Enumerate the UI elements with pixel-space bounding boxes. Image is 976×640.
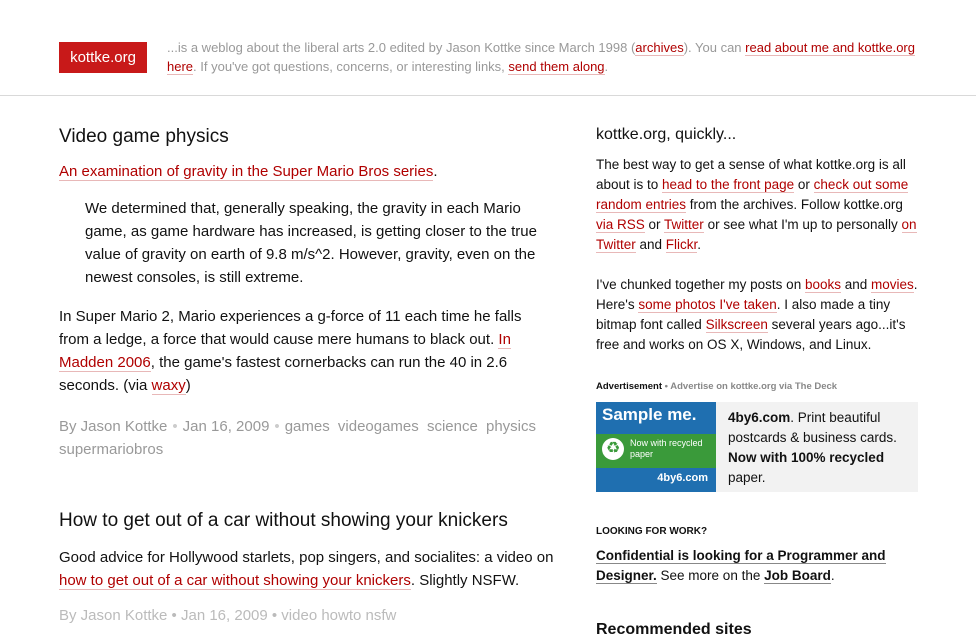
post-title[interactable]: Video game physics xyxy=(59,126,229,147)
sidebar-text: several years ago...it's free and works on OS X, Windows, and Linux. xyxy=(596,317,906,352)
books-link[interactable]: books xyxy=(804,277,841,292)
tagline-text: ...is a weblog about the liberal arts 2.0 edited by Jason Kottke since March 1998 ( xyxy=(167,40,636,55)
post-link-suffix: . xyxy=(433,163,438,180)
ad-box[interactable] xyxy=(596,402,918,492)
rss-link[interactable]: via RSS xyxy=(596,217,645,232)
post-tag[interactable]: science xyxy=(426,418,478,435)
tagline-text: . xyxy=(604,59,609,74)
post-paragraph xyxy=(59,546,554,592)
meta-separator: • xyxy=(172,418,178,435)
post-tag[interactable]: videogames xyxy=(337,418,419,435)
sidebar-text: or xyxy=(794,177,814,192)
main-content xyxy=(59,125,554,627)
contact-link[interactable]: send them along xyxy=(508,59,605,74)
advertise-link[interactable]: Advertise on kottke.org via The Deck xyxy=(670,381,838,392)
tagline-text: . If you've got questions, concerns, or interesting links, xyxy=(193,59,509,74)
ad-copy: . Print beautiful postcards & business cards. xyxy=(728,410,897,445)
ad-copy: paper. xyxy=(728,470,766,485)
post-paragraph xyxy=(59,305,554,397)
photos-link[interactable]: some photos I've taken xyxy=(638,297,777,312)
ad-image-band xyxy=(596,434,716,468)
jobs-copy: See more on the xyxy=(656,568,765,583)
sidebar-text: or see what I'm up to personally xyxy=(703,217,902,232)
ad-image-title: Sample me. xyxy=(602,405,697,424)
post-text: . Slightly NSFW. xyxy=(410,572,520,589)
sidebar-text: and xyxy=(635,237,666,252)
knickers-link[interactable]: how to get out of a car without showing your knickers xyxy=(59,572,411,589)
job-board-link[interactable]: Job Board xyxy=(764,568,831,583)
post-source-link[interactable]: An examination of gravity in the Super Mario Bros series xyxy=(59,163,434,180)
ad-image-brand: 4by6.com xyxy=(657,472,708,484)
site-header xyxy=(0,0,976,96)
meta-separator: • xyxy=(274,418,280,435)
ad-image[interactable] xyxy=(596,402,716,492)
front-page-link[interactable]: head to the front page xyxy=(662,177,795,192)
meta-separator: • xyxy=(664,381,668,392)
recommended-title: Recommended sites xyxy=(596,621,752,638)
sidebar-intro xyxy=(596,155,918,255)
post-quote: We determined that, generally speaking, the gravity in each Mario game, as game hardware has increased, is getting closer to the true value of gravity on earth of 9.8 m/s^2. However, gravity, even on the newest consoles, is still extreme. xyxy=(85,200,537,286)
ad-text xyxy=(728,408,914,488)
twitter-link[interactable]: Twitter xyxy=(664,217,704,232)
post-date[interactable]: Jan 16, 2009 xyxy=(182,418,270,435)
ad-label-text: Advertisement xyxy=(596,381,662,392)
jobs-label: LOOKING FOR WORK? xyxy=(596,526,708,537)
madden-link[interactable]: In Madden 2006 xyxy=(59,331,511,371)
flickr-link[interactable]: Flickr xyxy=(665,237,698,252)
post-text: , the game's fastest cornerbacks can run the 40 in 2.6 seconds. (via xyxy=(59,354,508,394)
post xyxy=(59,509,554,627)
random-entries-link[interactable]: check out some random entries xyxy=(596,177,909,212)
jobs-copy: . xyxy=(830,568,835,583)
sidebar-text: I've chunked together my posts on xyxy=(596,277,805,292)
post-meta: By Jason Kottke • Jan 16, 2009 • video howto nsfw xyxy=(59,607,397,624)
post-text: Good advice for Hollywood starlets, pop singers, and socialites: a video on xyxy=(59,549,554,566)
jobs-text xyxy=(596,546,918,586)
sidebar-text: or xyxy=(644,217,665,232)
sidebar-text: . I also made a tiny bitmap font called xyxy=(596,297,891,332)
ad-highlight: Now with 100% recycled xyxy=(728,450,885,465)
archives-link[interactable]: archives xyxy=(635,40,684,55)
silkscreen-link[interactable]: Silkscreen xyxy=(705,317,768,332)
post-title[interactable]: How to get out of a car without showing your knickers xyxy=(59,510,508,531)
sidebar xyxy=(596,125,918,640)
tagline-text: ). You can xyxy=(683,40,746,55)
post-text: ) xyxy=(185,377,191,394)
site-logo[interactable]: kottke.org xyxy=(59,42,147,73)
ad-image-recycled: Now with recycled paper xyxy=(630,438,703,459)
post-tag[interactable]: games xyxy=(284,418,330,435)
post xyxy=(59,125,554,461)
ad-label xyxy=(596,377,918,397)
site-tagline xyxy=(167,38,927,76)
sidebar-text: The best way to get a sense of what kottke.org is all about is to xyxy=(596,157,906,192)
post-text: In Super Mario 2, Mario experiences a g-force of 11 each time he falls from a ledge, a force that would cause mere humans to black out. xyxy=(59,308,522,348)
recycle-icon: ♻ xyxy=(602,438,624,460)
sidebar-text: from the archives. Follow kottke.org xyxy=(686,197,903,212)
post-link-line xyxy=(59,162,554,182)
post-tag[interactable]: supermariobros xyxy=(59,441,164,458)
personal-twitter-link[interactable]: on Twitter xyxy=(596,217,917,252)
job-listing-link[interactable]: Confidential is looking for a Programmer and Designer. xyxy=(596,548,886,583)
sidebar-text: and xyxy=(840,277,872,292)
ad-brand[interactable]: 4by6.com xyxy=(728,410,791,425)
via-link[interactable]: waxy xyxy=(151,377,186,394)
sidebar-title: kottke.org, quickly... xyxy=(596,126,737,143)
post-author[interactable]: By Jason Kottke xyxy=(59,418,168,435)
movies-link[interactable]: movies xyxy=(871,277,914,292)
sidebar-text: . xyxy=(697,237,702,252)
sidebar-projects xyxy=(596,275,918,355)
post-tag[interactable]: physics xyxy=(485,418,537,435)
about-link[interactable]: read about me and kottke.org here xyxy=(167,40,915,74)
sidebar-text: . Here's xyxy=(596,277,918,312)
post-meta xyxy=(59,415,554,461)
